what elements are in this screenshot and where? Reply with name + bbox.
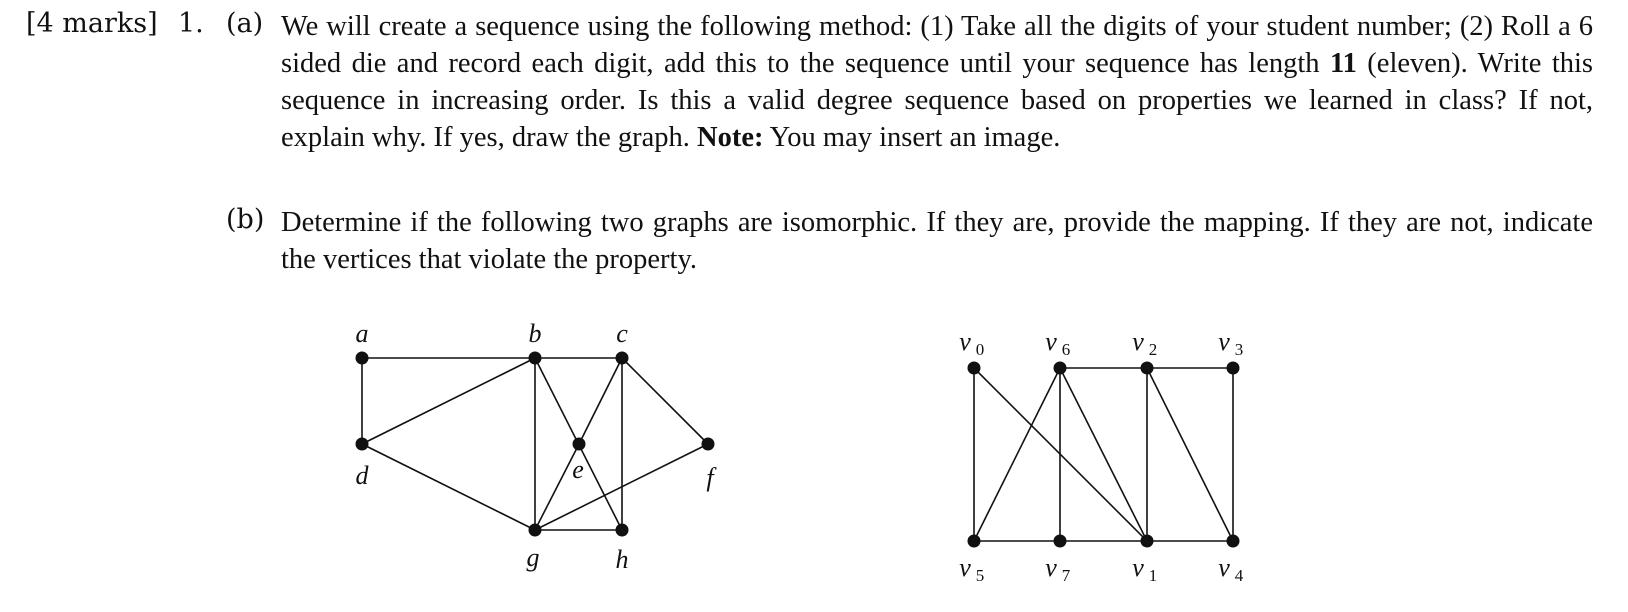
vertex-subscript-v3: 3 [1234, 340, 1244, 359]
vertex-v4 [1227, 535, 1240, 548]
vertex-label-v2: v [1132, 327, 1144, 356]
vertex-subscript-v4: 4 [1234, 566, 1244, 585]
part-a-bold-length: 11 [1329, 48, 1357, 79]
vertex-label-g: g [526, 543, 540, 572]
part-b-text: Determine if the following two graphs are isomorphic. If they are, provide the mapping. If they are not, indicate the vertices that violate the property. [281, 207, 1593, 275]
part-a-bold-note: Note: [697, 122, 764, 153]
vertex-label-f: f [706, 463, 714, 492]
vertex-label-h: h [615, 545, 629, 574]
vertex-label-v0: v [959, 327, 971, 356]
vertex-label-v4: v [1218, 553, 1230, 582]
edge-v6-v1 [1060, 368, 1147, 541]
vertex-v1 [1141, 535, 1154, 548]
vertex-v5 [968, 535, 981, 548]
question-number: 1. [178, 8, 204, 39]
vertex-label-v1: v [1132, 553, 1144, 582]
vertex-subscript-v2: 2 [1148, 340, 1158, 359]
vertex-v0 [968, 362, 981, 375]
vertex-v7 [1054, 535, 1067, 548]
vertex-label-v6: v [1045, 327, 1057, 356]
vertex-subscript-v5: 5 [975, 566, 985, 585]
part-a-label: (a) [226, 8, 264, 39]
edge-v6-v5 [974, 368, 1060, 541]
vertex-label-e: e [572, 455, 584, 484]
vertex-label-v7: v [1045, 553, 1057, 582]
vertex-label-v5: v [959, 553, 971, 582]
edge-v2-v4 [1147, 368, 1233, 541]
part-a-text-3: You may insert an image. [763, 122, 1061, 153]
vertex-label-a: a [355, 319, 369, 348]
vertex-subscript-v0: 0 [975, 340, 985, 359]
vertex-label-c: c [616, 319, 628, 348]
marks-label: [4 marks] [26, 8, 158, 39]
vertex-v6 [1054, 362, 1067, 375]
vertex-label-b: b [528, 319, 542, 348]
vertex-v3 [1227, 362, 1240, 375]
vertex-subscript-v7: 7 [1061, 566, 1071, 585]
part-b-label: (b) [226, 204, 265, 235]
vertex-label-v3: v [1218, 327, 1230, 356]
vertex-subscript-v1: 1 [1148, 566, 1158, 585]
vertex-subscript-v6: 6 [1061, 340, 1071, 359]
part-a-text-2: (eleven). Write this sequence in increasing order. Is this a valid degree sequence based on properties we learned in class? If not, explain why. If yes, draw the graph. [281, 48, 1593, 153]
vertex-label-d: d [355, 461, 369, 490]
part-a-text-1: We will create a sequence using the following method: (1) Take all the digits of your student number; (2) Roll a 6 sided die and record each digit, add this to the sequence until your sequence has length [281, 11, 1593, 79]
vertex-v2 [1141, 362, 1154, 375]
